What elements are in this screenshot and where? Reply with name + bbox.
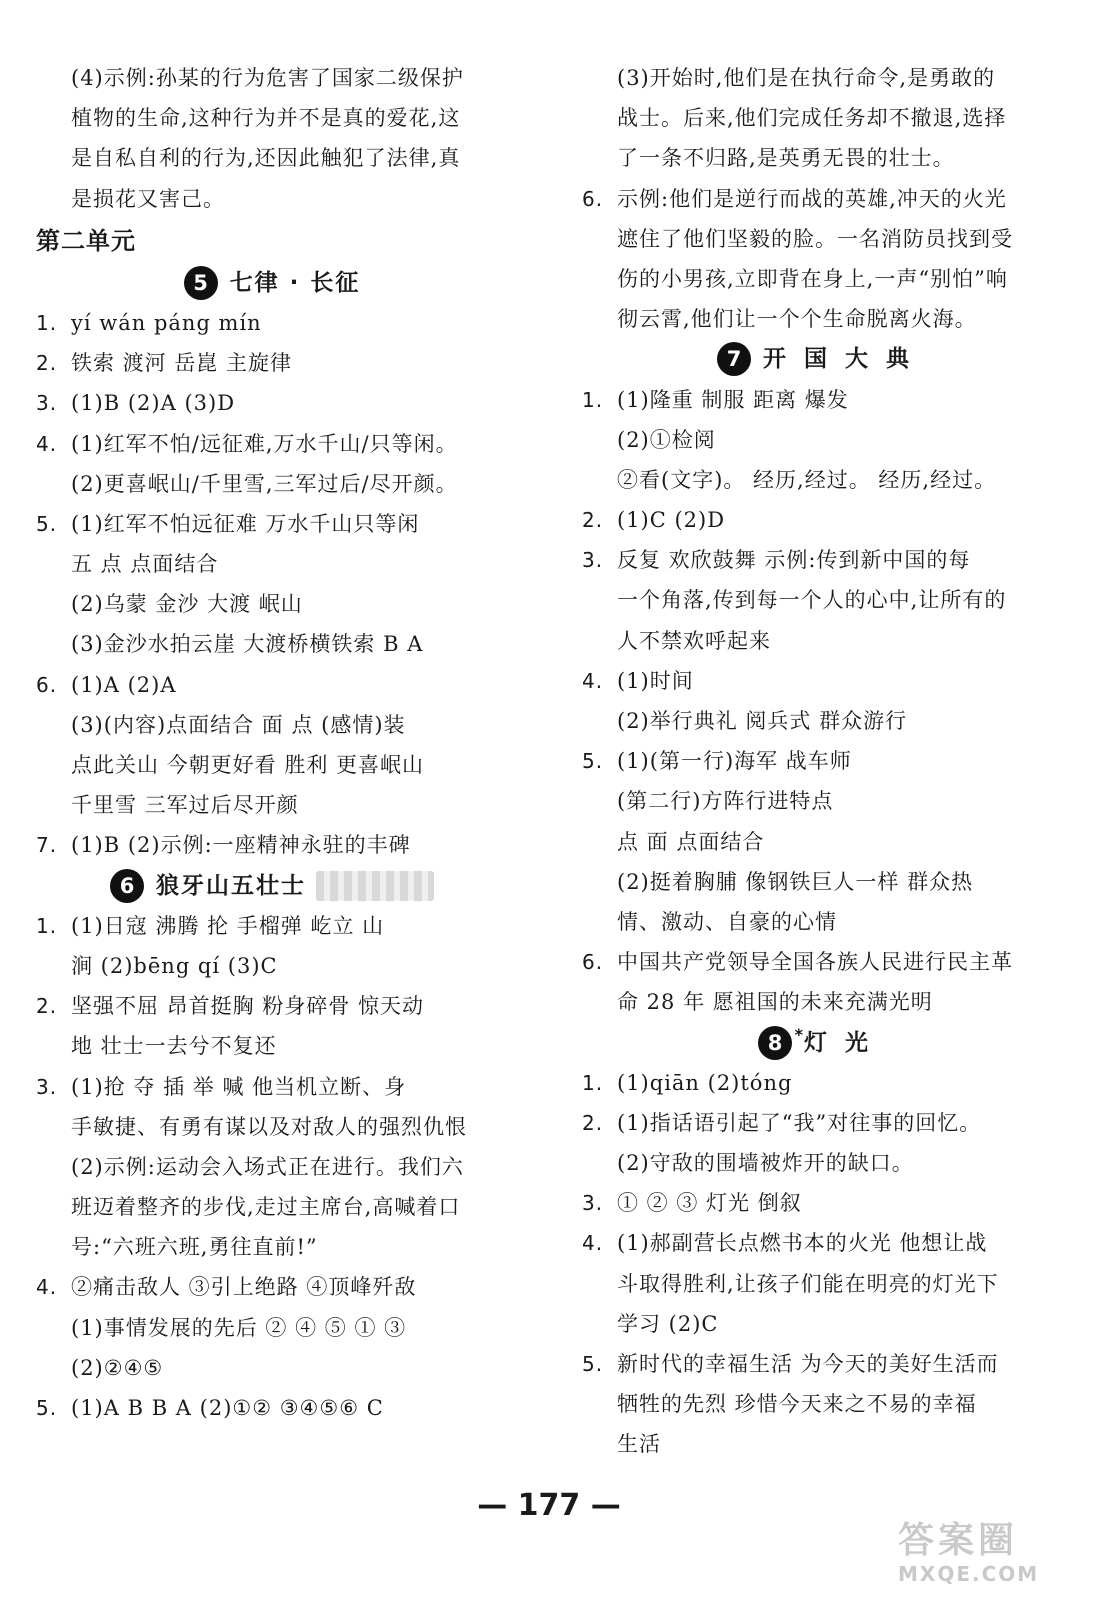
question-number: 4. [36,1275,58,1300]
answer-text: (2)更喜岷山/千里雪,三军过后/尽开颜。 [71,471,458,496]
answer-text: 号:“六班六班,勇往直前!” [71,1235,318,1260]
page-number: — 177 — [477,1488,621,1523]
lesson-number-badge [717,342,751,376]
answer-text: (1)事情发展的先后 ② ④ ⑤ ① ③ [71,1315,407,1340]
question-number: 6. [582,186,604,211]
answer-line [36,946,508,986]
answer-line [36,1187,508,1227]
question-number: 3. [36,1074,58,1099]
answer-text: 学习 (2)C [617,1311,719,1336]
answer-line [582,259,1062,299]
answer-text: 命 28 年 愿祖国的未来充满光明 [617,990,933,1015]
answer-text: (1)郝副营长点燃书本的火光 他想让战 [617,1231,988,1256]
answer-line [36,303,508,343]
answer-line [36,138,508,178]
answer-line [582,219,1062,259]
answer-text: 遮住了他们坚毅的脸。一名消防员找到受 [617,226,1013,251]
answer-text: (2)守敌的围墙被炸开的缺口。 [617,1151,914,1176]
lesson-number: 6 [119,873,135,898]
question-number: 6. [582,950,604,975]
question-number: 5. [582,1352,604,1376]
answer-text: (1)A B B A (2)①② ③④⑤⑥ C [71,1396,384,1420]
question-number: 4. [582,668,604,693]
answer-line [582,822,1062,862]
answer-text: 牺牲的先烈 珍惜今天来之不易的幸福 [617,1392,977,1417]
question-number: 3. [582,548,604,573]
answer-text: (1)隆重 制服 距离 爆发 [617,387,849,412]
lesson-title: 开国大典 [763,346,927,373]
answer-text: 斗取得胜利,让孩子们能在明亮的灯光下 [617,1271,999,1296]
answer-line [582,982,1062,1022]
answer-text: ① ② ③ 灯光 倒叙 [617,1191,802,1216]
answer-text: (3)金沙水拍云崖 大渡桥横铁索 B A [71,632,424,657]
answer-text: 坚强不屈 昂首挺胸 粉身碎骨 惊天动 [71,994,425,1019]
answer-line [36,424,508,464]
answer-text: (4)示例:孙某的行为危害了国家二级保护 [71,66,464,90]
answer-line [582,862,1062,902]
left-column [36,58,508,1428]
answer-line [582,1223,1062,1263]
answer-line [582,1103,1062,1143]
answer-text: 是损花又害己。 [71,186,225,211]
answer-line [582,1424,1062,1464]
question-number: 3. [582,1191,604,1216]
answer-text: (1)B (2)A (3)D [71,391,236,416]
answer-text: 点此关山 今朝更好看 胜利 更喜岷山 [71,753,425,777]
answer-line [582,380,1062,420]
answer-line [36,98,508,138]
answer-text: 新时代的幸福生活 为今天的美好生活而 [617,1352,999,1376]
lesson-title: 灯光 [804,1029,886,1056]
lesson-number-badge [110,869,144,903]
answer-line [582,781,1062,821]
lesson-heading [36,866,508,906]
question-number: 4. [582,1231,604,1256]
answer-line [582,460,1062,500]
answer-text: (1)日寇 沸腾 抡 手榴弹 屹立 山 [71,913,385,938]
lesson-heading [36,263,508,303]
question-number: 1. [36,310,58,335]
answer-text: 示例:他们是逆行而战的英雄,冲天的火光 [617,186,1007,211]
answer-text: 千里雪 三军过后尽开颜 [71,793,299,818]
lesson-title: 狼牙山五壮士 [156,872,306,899]
question-number: 5. [36,1396,58,1420]
answer-text: ②痛击敌人 ③引上绝路 ④顶峰歼敌 [71,1275,417,1300]
answer-line [36,705,508,745]
answer-text: (1)C (2)D [617,508,726,533]
answer-line [36,1267,508,1307]
answer-line [582,58,1062,98]
answer-text: 铁索 渡河 岳崑 主旋律 [71,351,293,376]
answer-line [36,1227,508,1267]
answer-line [582,942,1062,982]
answer-text: 一个角落,传到每一个人的心中,让所有的 [617,588,1007,613]
watermark-logo: 答案圈 [898,1520,1019,1561]
answer-line [36,785,508,825]
watermark [898,1520,1090,1594]
answer-text: 反复 欢欣鼓舞 示例:传到新中国的每 [617,548,971,573]
answer-text: 点 面 点面结合 [617,829,765,854]
answer-line [582,299,1062,339]
watermark-url: MXQE.COM [898,1562,1040,1586]
answer-line [36,544,508,584]
answer-line [36,825,508,865]
answer-text: 伤的小男孩,立即背在身上,一声“别怕”响 [617,266,1008,291]
answer-line [582,1384,1062,1424]
question-number: 2. [36,994,58,1019]
answer-text: (2)挺着胸脯 像钢铁巨人一样 群众热 [617,869,974,894]
answer-text: 人不禁欢呼起来 [617,628,771,653]
lesson-heading [582,339,1062,379]
answer-text: ②看(文字)。 经历,经过。 经历,经过。 [617,467,997,492]
answer-text: (1)红军不怕远征难 万水千山只等闲 [71,511,420,536]
answer-line [36,58,508,98]
answer-text: (1)抢 夺 插 举 喊 他当机立断、身 [71,1074,407,1099]
answer-text: (2)①检阅 [617,427,716,452]
answer-line [582,179,1062,219]
answer-line [36,745,508,785]
answer-text: 了一条不归路,是英勇无畏的壮士。 [617,146,955,171]
lesson-number: 8 [767,1030,783,1055]
answer-text: (2)②④⑤ [71,1355,164,1380]
answer-line [582,580,1062,620]
answer-text: 中国共产党领导全国各族人民进行民主革 [617,950,1013,975]
answer-line [582,701,1062,741]
question-number: 1. [582,387,604,412]
unit-title: 第二单元 [36,226,136,255]
lesson-number: 7 [726,347,742,372]
answer-text: 生活 [617,1432,661,1457]
answer-line [36,383,508,423]
answer-text: (1)B (2)示例:一座精神永驻的丰碑 [71,833,411,858]
answer-line [582,1183,1062,1223]
question-number: 2. [36,351,58,376]
answer-line [582,1143,1062,1183]
answer-line [36,179,508,219]
answer-line [582,540,1062,580]
answer-line [582,621,1062,661]
answer-line [582,661,1062,701]
answer-line [36,1067,508,1107]
answer-text: yí wán páng mín [71,310,262,335]
answer-text: (1)qiān (2)tóng [617,1070,793,1095]
answer-line [582,1063,1062,1103]
answer-text: (3)开始时,他们是在执行命令,是勇敢的 [617,66,996,90]
question-number: 1. [36,913,58,938]
answer-text: (2)乌蒙 金沙 大渡 岷山 [71,592,303,617]
answer-line [582,138,1062,178]
answer-line [582,420,1062,460]
answer-text: (1)时间 [617,668,694,693]
question-number: 7. [36,833,58,858]
answer-text: (1)红军不怕/远征难,万水千山/只等闲。 [71,431,458,456]
answer-line [36,1107,508,1147]
answer-line [36,665,508,705]
question-number: 1. [582,1070,604,1095]
answer-text: 彻云霄,他们让一个个生命脱离火海。 [617,307,977,332]
answer-line [36,624,508,664]
question-number: 2. [582,1110,604,1135]
question-number: 3. [36,391,58,416]
optional-star-icon: * [794,1024,803,1044]
answer-text: (2)示例:运动会入场式正在进行。我们六 [71,1154,464,1179]
right-column [582,58,1062,1465]
answer-text: 情、激动、自豪的心情 [617,909,837,934]
answer-text: 战士。后来,他们完成任务却不撤退,选择 [617,106,1007,131]
answer-line [36,343,508,383]
answer-text: (1)指话语引起了“我”对往事的回忆。 [617,1110,982,1135]
question-number: 2. [582,508,604,533]
answer-line [582,1344,1062,1384]
lesson-number-badge [184,266,218,300]
answer-text: (第二行)方阵行进特点 [617,789,834,814]
answer-line [36,584,508,624]
answer-line [36,1308,508,1348]
answer-text: 地 壮士一去兮不复还 [71,1034,277,1059]
lesson-heading [582,1023,1062,1063]
answer-line [36,1026,508,1066]
answer-line [582,1264,1062,1304]
answer-line [36,1147,508,1187]
answer-text: 手敏捷、有勇有谋以及对敌人的强烈仇恨 [71,1114,467,1139]
lesson-title: 七律 · 长征 [229,269,361,296]
answer-text: (2)举行典礼 阅兵式 群众游行 [617,709,908,733]
answer-line [36,1388,508,1428]
answer-line [36,906,508,946]
question-number: 4. [36,431,58,456]
answer-text: 涧 (2)bēng qí (3)C [71,953,278,978]
answer-line [36,504,508,544]
answer-line [36,1348,508,1388]
smudged-stamp [316,871,434,901]
answer-text: (3)(内容)点面结合 面 点 (感情)装 [71,712,406,737]
question-number: 5. [36,511,58,536]
answer-line [36,986,508,1026]
lesson-number-badge [758,1024,803,1060]
answer-line [582,741,1062,781]
answer-line [582,500,1062,540]
answer-text: (1)A (2)A [71,672,177,697]
answer-line [582,98,1062,138]
answer-text: 五 点 点面结合 [71,552,219,577]
answer-line [36,464,508,504]
answer-text: 是自私自利的行为,还因此触犯了法律,真 [71,146,461,171]
answer-line [582,1304,1062,1344]
question-number: 6. [36,672,58,697]
answer-line [582,902,1062,942]
question-number: 5. [582,749,604,774]
answer-text: (1)(第一行)海军 战车师 [617,749,852,774]
answer-text: 植物的生命,这种行为并不是真的爱花,这 [71,106,461,131]
lesson-number: 5 [193,270,208,295]
answer-text: 班迈着整齐的步伐,走过主席台,高喊着口 [71,1195,461,1220]
